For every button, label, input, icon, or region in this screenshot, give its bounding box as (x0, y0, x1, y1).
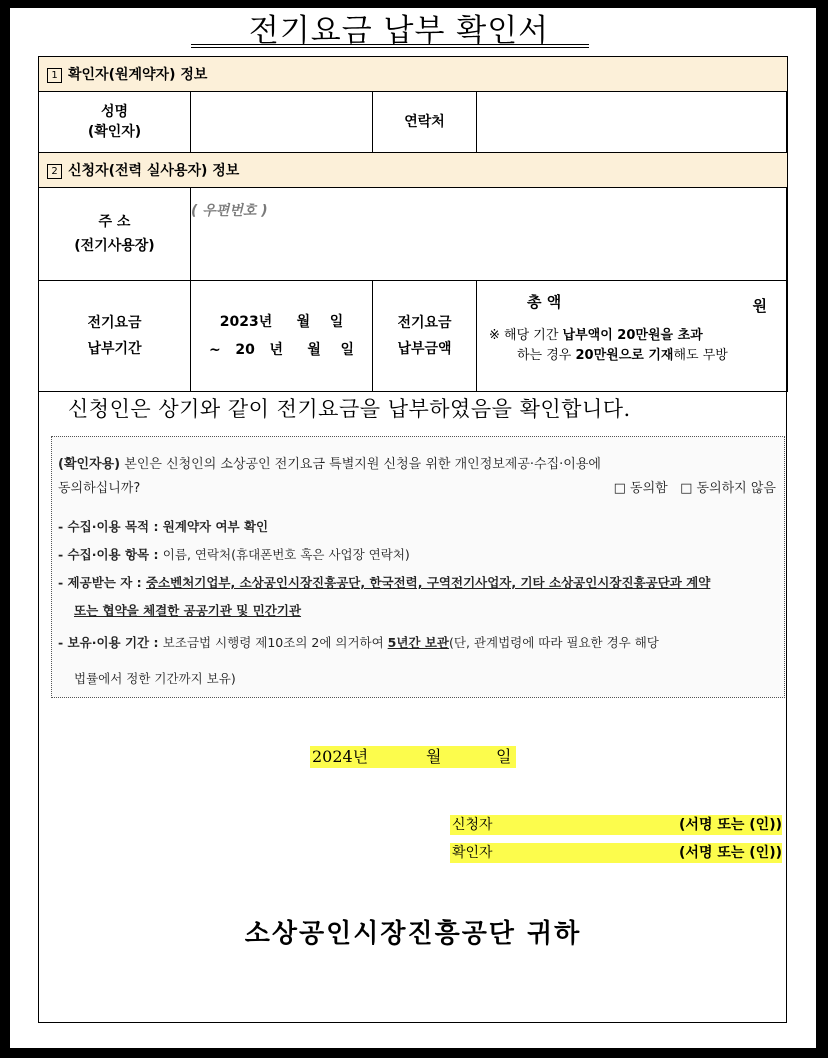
total-unit: 원 (752, 297, 768, 315)
info-table (38, 56, 788, 392)
period-end: ~ 20 년 월 일 (209, 342, 354, 358)
amount-label: 전기요금 납부금액 (373, 281, 477, 392)
period-start: 2023년 월 일 (219, 314, 344, 330)
applicant-signature[interactable] (450, 815, 782, 835)
confirmation-statement: 신청인은 상기와 같이 전기요금을 납부하였음을 확인합니다. (68, 397, 631, 421)
title-underline (191, 44, 589, 45)
contact-field[interactable] (477, 92, 788, 153)
payment-row (39, 281, 788, 392)
date-month: 월 (426, 747, 442, 766)
signature-date[interactable] (310, 746, 516, 768)
recipient-item: - 제공받는 자 : 중소벤처기업부, 소상공인시장진흥공단, 한국전력, 구역전기사업자, 기타 소상공인시장진흥공단과 계약 (58, 575, 711, 590)
confirmer-signature[interactable] (450, 843, 782, 863)
section2-number: 2 (47, 164, 62, 179)
section1-header (39, 57, 788, 92)
address-row (39, 188, 788, 281)
consent-question: (확인자용) 본인은 신청인의 소상공인 전기요금 특별지원 신청을 위한 개인정보제공·수집·이용에 동의하십니까? (58, 457, 601, 496)
retention-item: - 보유·이용 기간 : 보조금법 시행령 제10조의 2에 의거하여 5년간 보관(단, 관계법령에 따라 필요한 경우 해당 (58, 635, 659, 650)
section1-number: 1 (47, 68, 62, 83)
date-year: 2024년 (312, 747, 369, 766)
confirmer-row (39, 92, 788, 153)
section2-title: 신청자(전력 실사용자) 정보 (68, 163, 240, 179)
total-amount-line (489, 291, 779, 315)
applicant-sign-hint: (서명 또는 (인)) (679, 817, 782, 833)
address-field[interactable] (191, 188, 788, 281)
section1-title: 확인자(원계약자) 정보 (68, 67, 208, 83)
section2-header (39, 153, 788, 188)
document-title: 전기요금 납부 확인서 (248, 13, 550, 49)
payment-period-field[interactable] (191, 281, 373, 392)
retention-item-cont: 법률에서 정한 기간까지 보유) (74, 671, 236, 686)
total-label: 총 액 (527, 293, 562, 311)
consent-options (614, 477, 776, 496)
name-field[interactable] (191, 92, 373, 153)
period-label: 전기요금 납부기간 (39, 281, 191, 392)
purpose-item: - 수집·이용 목적 : 원계약자 여부 확인 (58, 519, 269, 534)
amount-note: ※ 해당 기간 납부액이 20만원을 초과 하는 경우 20만원으로 기재해도 무방 (489, 328, 728, 363)
title-underline-second (191, 47, 589, 48)
postal-code-hint: ( 우편번호 ) (191, 203, 268, 219)
disagree-checkbox[interactable]: □ 동의하지 않음 (680, 481, 776, 496)
document-page (10, 8, 816, 1048)
payment-amount-field[interactable] (477, 281, 788, 392)
collected-items: - 수집·이용 항목 : 이름, 연락처(휴대폰번호 혹은 사업장 연락처) (58, 547, 410, 562)
recipient-item-cont: 또는 협약을 체결한 공공기관 및 민간기관 (74, 603, 302, 618)
name-label: 성명 (확인자) (39, 92, 191, 153)
confirmer-sign-hint: (서명 또는 (인)) (679, 845, 782, 861)
address-label: 주 소 (전기사용장) (39, 188, 191, 281)
confirmer-role: 확인자 (452, 845, 493, 861)
consent-box (51, 436, 785, 698)
contact-label: 연락처 (373, 92, 477, 153)
date-day: 일 (496, 747, 512, 766)
agree-checkbox[interactable]: □ 동의함 (613, 481, 668, 496)
applicant-role: 신청자 (452, 817, 493, 833)
addressee: 소상공인시장진흥공단 귀하 (244, 919, 582, 949)
